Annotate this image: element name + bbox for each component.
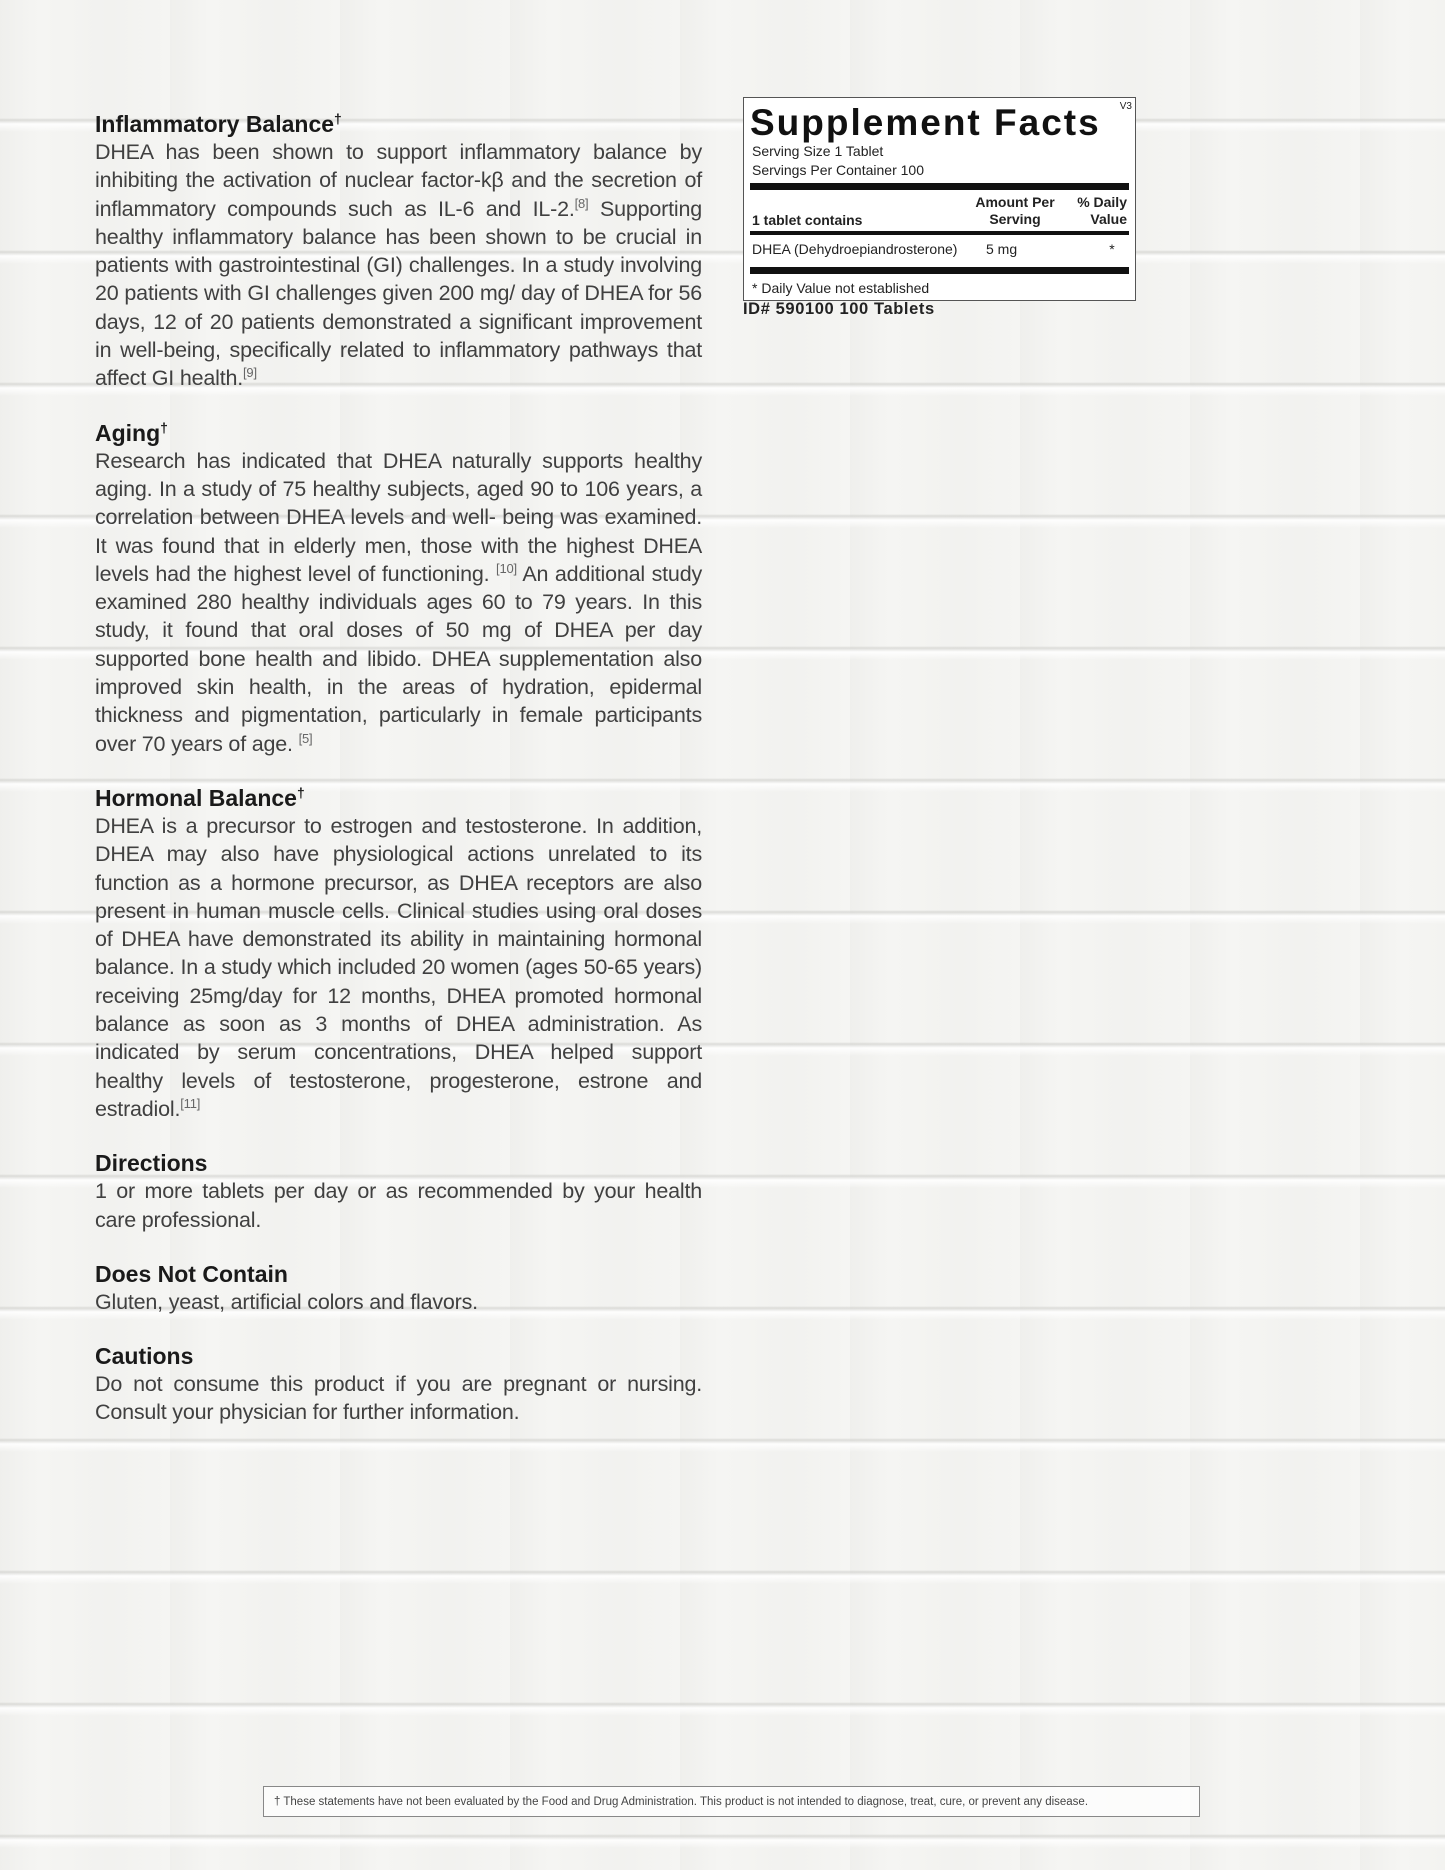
section-body: Do not consume this product if you are pregnant or nursing. Consult your physician for further information. <box>95 1372 702 1425</box>
body-text: Research has indicated that DHEA naturally supports healthy aging. In a study of 75 healthy subjects, aged 90 to 106 years, a correlation between DHEA levels and well- being was examined. It was found that in elderly men, those with the highest DHEA levels had the highest level of functioning. <box>95 448 702 586</box>
ingredient-amount: 5 mg <box>986 241 1018 257</box>
content-column <box>95 110 702 1453</box>
divider <box>750 183 1129 190</box>
facts-header-row <box>750 190 1129 231</box>
product-id: ID# 590100 100 Tablets <box>743 300 935 318</box>
amount-header-line: Amount Per <box>975 194 1055 210</box>
daily-header-line: % Daily <box>1077 194 1127 210</box>
section-title: Inflammatory Balance <box>95 111 335 137</box>
section-title: Does Not Contain <box>95 1260 288 1287</box>
citation: [8] <box>574 195 589 211</box>
section-hormonal-balance <box>95 784 702 1123</box>
dagger-mark: † <box>334 110 342 127</box>
daily-value-header <box>1065 194 1127 228</box>
fda-disclaimer: † These statements have not been evaluated by the Food and Drug Administration. This product is not intended to diagnose, treat, cure, or prevent any disease. <box>263 1786 1200 1817</box>
section-heading <box>95 419 702 447</box>
section-body <box>95 447 702 758</box>
ingredient-row <box>750 235 1129 267</box>
body-text: DHEA is a precursor to estrogen and testosterone. In addition, DHEA may also have physiological actions unrelated to its function as a hormone precursor, as DHEA receptors are also present in human muscle cells. Clinical studies using oral doses of DHEA have demonstrated its ability in maintaining hormonal balance. In a study which included 20 women (ages 50-65 years) receiving 25mg/day for 12 months, DHEA promoted hormonal balance as soon as 3 months of DHEA administration. As indicated by serum concentrations, DHEA helped support healthy levels of testosterone, progesterone, estrone and estradiol. <box>95 813 702 1121</box>
section-heading <box>95 1342 702 1370</box>
supplement-facts-panel <box>743 97 1136 301</box>
section-does-not-contain <box>95 1260 702 1316</box>
citation: [11] <box>180 1095 201 1111</box>
contains-header: 1 tablet contains <box>752 212 863 228</box>
section-title: Aging <box>95 419 161 446</box>
daily-value-note: * Daily Value not established <box>752 280 930 296</box>
section-body: 1 or more tablets per day or as recommended by your health care professional. <box>95 1179 702 1232</box>
amount-header <box>965 194 1065 228</box>
amount-header-line: Serving <box>989 211 1041 227</box>
section-body <box>95 812 702 1123</box>
ingredient-daily-value: * <box>1109 241 1115 257</box>
section-body: Gluten, yeast, artificial colors and flavors. <box>95 1289 478 1314</box>
section-heading <box>95 1149 702 1177</box>
section-directions <box>95 1149 702 1234</box>
servings-per-container: Servings Per Container 100 <box>752 162 924 178</box>
body-text: DHEA has been shown to support inflammatory balance by inhibiting the activation of nuclear factor-kβ and the secretion of inflammatory compounds such as IL-6 and IL-2. <box>95 140 702 221</box>
facts-title: Supplement Facts <box>750 102 1101 143</box>
body-text: An additional study examined 280 healthy individuals ages 60 to 79 years. In this study, it found that oral doses of 50 mg of DHEA per day supported bone health and libido. DHEA supplementation also improved skin health, in the areas of hydration, epidermal thickness and pigmentation, particularly in female participants over 70 years of age. <box>95 561 702 756</box>
citation: [5] <box>298 730 313 746</box>
section-title: Hormonal Balance <box>95 784 297 811</box>
version-label: V3 <box>1119 101 1132 112</box>
section-heading <box>95 1260 702 1288</box>
divider <box>750 267 1129 274</box>
citation: [10] <box>496 560 517 576</box>
section-title: Directions <box>95 1150 208 1177</box>
section-body <box>95 138 702 393</box>
dagger-mark: † <box>160 419 168 436</box>
section-inflammatory-balance <box>95 110 702 393</box>
daily-header-line: Value <box>1090 211 1127 227</box>
section-heading <box>95 110 702 138</box>
section-cautions <box>95 1342 702 1427</box>
dagger-mark: † <box>296 784 305 801</box>
citation: [9] <box>243 365 257 381</box>
section-aging <box>95 419 702 758</box>
serving-size: Serving Size 1 Tablet <box>752 143 884 159</box>
section-heading <box>95 784 702 812</box>
body-text: Supporting healthy inflammatory balance has been shown to be crucial in patients with gastrointestinal (GI) challenges. In a study involving 20 patients with GI challenges given 200 mg/ day of DHEA for 56 days, 12 of 20 patients demonstrated a significant improvement in well-being, specifically related to inflammatory pathways that affect GI health. <box>95 196 702 391</box>
ingredient-name: DHEA (Dehydroepiandrosterone) <box>752 241 958 257</box>
section-title: Cautions <box>95 1343 194 1370</box>
